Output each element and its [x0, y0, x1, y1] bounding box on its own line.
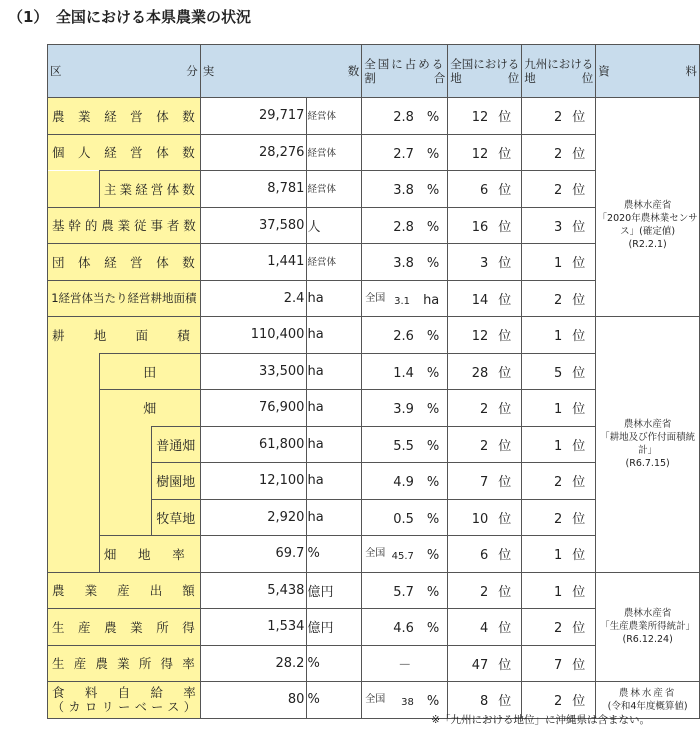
row-kyushu-rank: 1 位 — [522, 244, 596, 281]
row-label: 基幹的農業従事者数 — [48, 207, 201, 244]
row-label: 食料自給率 （カロリーベース） — [48, 682, 201, 719]
row-label: 団体経営体数 — [48, 244, 201, 281]
table-row — [48, 572, 700, 609]
row-share: 全国 38 % — [362, 682, 448, 719]
row-kyushu-rank: 1 位 — [522, 536, 596, 573]
indent-cell — [48, 426, 100, 463]
row-share: 3.8 % — [362, 171, 448, 208]
source-area: 農林水産省 「耕地及び作付面積統計」 (R6.7.15) — [596, 317, 700, 573]
row-kyushu-rank: 2 位 — [522, 98, 596, 135]
row-share: 2.7 % — [362, 134, 448, 171]
footnote: ※「九州における地位」に沖縄県は含まない。 — [431, 714, 650, 726]
row-value: 76,900 — [200, 390, 307, 427]
row-national-rank: 2 位 — [448, 426, 522, 463]
row-label: 個人経営体数 — [48, 134, 201, 171]
row-kyushu-rank: 1 位 — [522, 572, 596, 609]
row-kyushu-rank: 2 位 — [522, 609, 596, 646]
header-source: 資 料 — [596, 45, 700, 98]
row-share: 2.8 % — [362, 207, 448, 244]
row-label: 田 — [99, 353, 200, 390]
header-national-rank: 全国における 地 位 — [448, 45, 522, 98]
row-label: 畑 — [99, 390, 200, 427]
indent-cell — [99, 426, 151, 463]
row-value: 8,781 — [200, 171, 307, 208]
row-value: 1,534 — [200, 609, 307, 646]
row-label: 牧草地 — [151, 499, 200, 536]
row-national-rank: 6 位 — [448, 171, 522, 208]
row-share: 全国 3.1 ha — [362, 280, 448, 317]
row-value: 37,580 — [200, 207, 307, 244]
row-share: 3.8 % — [362, 244, 448, 281]
page-title: （1） 全国における本県農業の状況 — [8, 8, 251, 26]
row-share: 2.8 % — [362, 98, 448, 135]
row-value: 29,717 — [200, 98, 307, 135]
row-national-rank: 3 位 — [448, 244, 522, 281]
row-kyushu-rank: 7 位 — [522, 645, 596, 682]
indent-cell — [99, 499, 151, 536]
row-kyushu-rank: 3 位 — [522, 207, 596, 244]
row-unit: 経営体 — [307, 171, 362, 208]
row-unit: % — [307, 682, 362, 719]
row-label: 主業経営体数 — [99, 171, 200, 208]
row-share: 4.6 % — [362, 609, 448, 646]
row-national-rank: 10 位 — [448, 499, 522, 536]
row-label: 生産農業所得率 — [48, 645, 201, 682]
header-value: 実 数 — [200, 45, 362, 98]
row-label: 農業産出額 — [48, 572, 201, 609]
row-kyushu-rank: 2 位 — [522, 280, 596, 317]
row-value: 28,276 — [200, 134, 307, 171]
row-kyushu-rank: 1 位 — [522, 317, 596, 354]
source-census — [596, 98, 700, 135]
row-value: 80 — [200, 682, 307, 719]
row-label: 普通畑 — [151, 426, 200, 463]
row-unit: 人 — [307, 207, 362, 244]
row-label: 耕地面積 — [48, 317, 201, 354]
row-unit: ha — [307, 499, 362, 536]
row-value: 5,438 — [200, 572, 307, 609]
row-share: 4.9 % — [362, 463, 448, 500]
row-value: 28.2 — [200, 645, 307, 682]
table-row — [48, 98, 700, 135]
table-row — [48, 134, 700, 171]
row-value: 33,500 — [200, 353, 307, 390]
row-kyushu-rank: 2 位 — [522, 463, 596, 500]
row-value: 2.4 — [200, 280, 307, 317]
row-kyushu-rank: 1 位 — [522, 390, 596, 427]
table-row — [48, 317, 700, 354]
row-unit: ha — [307, 463, 362, 500]
row-share: 1.4 % — [362, 353, 448, 390]
row-national-rank: 14 位 — [448, 280, 522, 317]
row-national-rank: 2 位 — [448, 390, 522, 427]
row-unit: 経営体 — [307, 244, 362, 281]
indent-cell — [48, 390, 100, 427]
row-unit: 億円 — [307, 572, 362, 609]
header-row — [48, 45, 700, 98]
row-share: 全国 45.7 % — [362, 536, 448, 573]
row-kyushu-rank: 2 位 — [522, 171, 596, 208]
header-category: 区 分 — [48, 45, 201, 98]
row-unit: % — [307, 536, 362, 573]
indent-cell — [48, 171, 100, 208]
row-share: 5.7 % — [362, 572, 448, 609]
indent-cell — [48, 536, 100, 573]
row-label: 樹園地 — [151, 463, 200, 500]
row-unit: % — [307, 645, 362, 682]
row-value: 2,920 — [200, 499, 307, 536]
row-national-rank: 7 位 — [448, 463, 522, 500]
row-national-rank: 28 位 — [448, 353, 522, 390]
row-share: 5.5 % — [362, 426, 448, 463]
source-income: 農林水産省 「生産農業所得統計」 (R6.12.24) — [596, 572, 700, 682]
source-food: 農林水産省 (令和4年度概算値) — [596, 682, 700, 719]
row-label: 畑地率 — [99, 536, 200, 573]
row-national-rank: 4 位 — [448, 609, 522, 646]
row-value: 12,100 — [200, 463, 307, 500]
row-national-rank: 47 位 — [448, 645, 522, 682]
row-unit: ha — [307, 426, 362, 463]
row-national-rank: 16 位 — [448, 207, 522, 244]
row-national-rank: 8 位 — [448, 682, 522, 719]
row-kyushu-rank: 2 位 — [522, 682, 596, 719]
row-value: 1,441 — [200, 244, 307, 281]
row-national-rank: 12 位 — [448, 134, 522, 171]
row-unit: ha — [307, 353, 362, 390]
row-national-rank: 12 位 — [448, 317, 522, 354]
row-national-rank: 6 位 — [448, 536, 522, 573]
row-share: 0.5 % — [362, 499, 448, 536]
indent-cell — [48, 353, 100, 390]
indent-cell — [48, 463, 100, 500]
row-kyushu-rank: 5 位 — [522, 353, 596, 390]
row-share: － — [362, 645, 448, 682]
row-unit: ha — [307, 280, 362, 317]
row-label: 農業経営体数 — [48, 98, 201, 135]
row-national-rank: 12 位 — [448, 98, 522, 135]
row-share: 3.9 % — [362, 390, 448, 427]
header-kyushu-rank: 九州における 地 位 — [522, 45, 596, 98]
row-kyushu-rank: 2 位 — [522, 499, 596, 536]
row-unit: 経営体 — [307, 98, 362, 135]
row-kyushu-rank: 2 位 — [522, 134, 596, 171]
row-value: 110,400 — [200, 317, 307, 354]
row-national-rank: 2 位 — [448, 572, 522, 609]
row-value: 61,800 — [200, 426, 307, 463]
row-unit: 億円 — [307, 609, 362, 646]
row-share: 2.6 % — [362, 317, 448, 354]
indent-cell — [99, 463, 151, 500]
agriculture-status-table — [47, 44, 700, 719]
row-kyushu-rank: 1 位 — [522, 426, 596, 463]
source-census-text: 農林水産省 「2020年農林業センサス」(確定値) (R2.2.1) — [596, 134, 700, 317]
row-label: 1経営体当たり経営耕地面積 — [48, 280, 201, 317]
header-share: 全国に占める 割 合 — [362, 45, 448, 98]
indent-cell — [48, 499, 100, 536]
row-unit: ha — [307, 317, 362, 354]
row-unit: 経営体 — [307, 134, 362, 171]
row-value: 69.7 — [200, 536, 307, 573]
row-unit: ha — [307, 390, 362, 427]
row-label: 生産農業所得 — [48, 609, 201, 646]
